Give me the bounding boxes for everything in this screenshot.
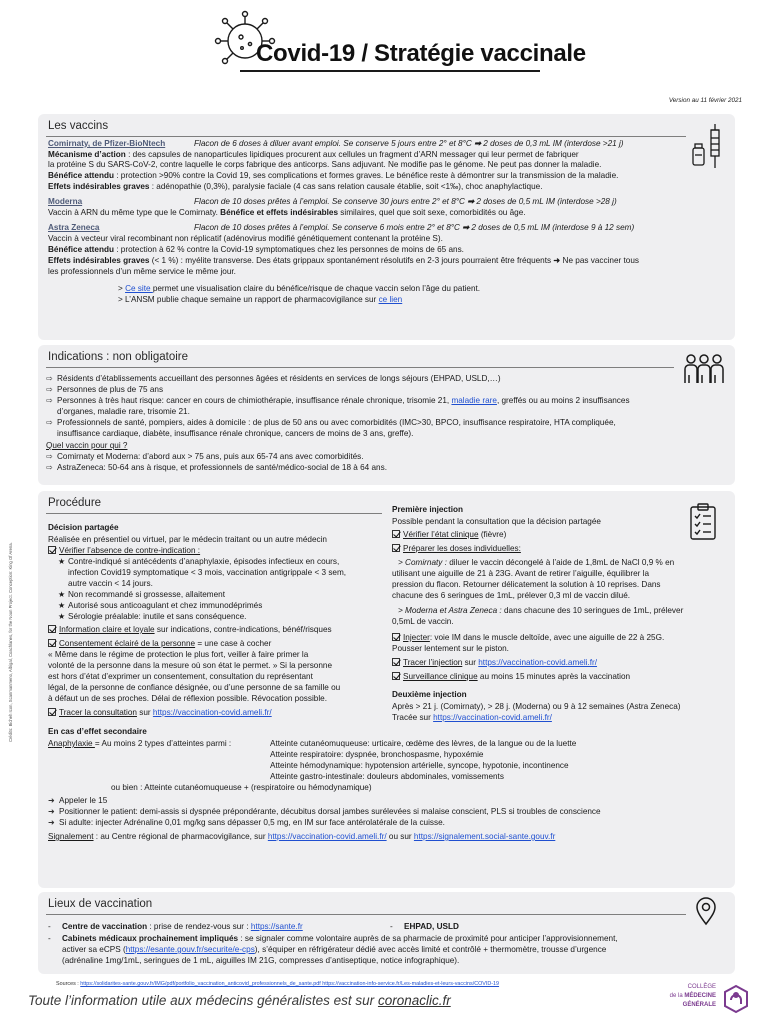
- preparer-item: Préparer les doses individuelles:: [392, 544, 521, 555]
- list-item-cont: insuffisance cardiaque, diabète, insuffisance rénale chronique, cancers de moins de 3 ans, greffe).: [57, 429, 414, 438]
- section-divider: [46, 367, 674, 368]
- arrow-right-icon: ➡: [462, 223, 470, 232]
- arrow-bullet-icon: ⇨: [46, 396, 53, 405]
- procedure-section: [38, 491, 735, 888]
- page-header: [0, 0, 768, 104]
- consent-text: est hors d’état d’exprimer un consentement, consultation du représentant: [48, 672, 313, 681]
- pfizer-mecanisme-cont: la protéine S du SARS-CoV-2, contre laquelle le corps fabrique des anticorps. Sans adjuvant. Ne modifie pas le génome. Ne peut pas donner la maladie.: [48, 160, 602, 169]
- cmg-logo: COLLÈGE de la MÉDECINE GÉNÉRALE: [640, 981, 758, 1021]
- injecter-cont: Pousser lentement sur le piston.: [392, 644, 509, 653]
- consent-text: volonté de la personne dans la mesure où son état le permet. » Si la personne: [48, 661, 333, 670]
- action-item: ➜ Positionner le patient: demi-assis si dyspnée prépondérante, décubitus dorsal jambes surélevées si malaise conscient, PLS si troubles de conscience: [48, 807, 601, 816]
- vaccine-name: Comirnaty, de Pfizer-BioNtech: [48, 139, 166, 148]
- decision-title: Décision partagée: [48, 523, 119, 532]
- star-icon: ★: [58, 590, 66, 599]
- pfizer-conservation: Flacon de 6 doses à diluer avant emploi. Se conserve 5 jours entre 2° et 8°C ➡ 2 doses de 0,3 mL IM (interdose >21 j): [194, 139, 624, 148]
- injecter-item: Injecter: voie IM dans le muscle deltoïde, avec une aiguille de 22 à 25G.: [392, 633, 664, 644]
- lieux-section: [38, 892, 735, 974]
- arrow-bullet-icon: ⇨: [46, 385, 53, 394]
- pfizer-header: [48, 139, 165, 150]
- signalement-link[interactable]: https://signalement.social-sante.gouv.fr: [413, 832, 556, 841]
- note-ansm: > L’ANSM publie chaque semaine un rapport de pharmacovigilance sur ce lien: [118, 295, 403, 304]
- pfizer-mecanisme: Mécanisme d’action : des capsules de nanoparticules lipidiques procurent aux cellules un fragment d’ARN messager qui leur permet de fabriquer: [48, 150, 579, 159]
- astra-effets: Effets indésirables graves (< 1 %) : myélite transverse. Des états grippaux spontanément résolutifs en 2-3 jours pourraient être fréquents ➜ Ne pas vacciner tous: [48, 256, 640, 265]
- list-item: ⇨ Comirnaty et Moderna: d’abord aux > 75 ans, puis aux 65-74 ans avec comorbidités.: [46, 452, 364, 461]
- arrow-right-icon: ➡: [474, 139, 481, 148]
- location-pin-icon: [694, 896, 718, 926]
- action-item: ➜ Si adulte: injecter Adrénaline 0,01 mg/kg sans dépasser 0,5 mg, en IM sur face antérolatérale de la cuisse.: [48, 818, 445, 827]
- tracer-inj-item: Tracer l’injection sur https://vaccination-covid.ameli.fr/: [392, 658, 597, 669]
- comirnaty-prep-cont: chacune des 6 seringues de 1mL, prélever 0,3 ml de vaccin dilué.: [392, 591, 631, 600]
- version-date: Version au 11 février 2021: [668, 97, 742, 104]
- cabinets-item: - Cabinets médicaux prochainement impliqués : se signaler comme volontaire auprès de sa pharmacie de proximité pour anticiper l’approvisionnement,: [48, 934, 618, 943]
- moderna-prep-cont: 0,5mL de vaccin.: [392, 617, 454, 626]
- consent-text: « Même dans le régime de protection le plus fort, veiller à faire primer la: [48, 650, 309, 659]
- arrow-right-icon: ➜: [48, 818, 55, 827]
- consent-text: légal, de la personne de confiance désignée, ou d’une personne de sa famille ou: [48, 683, 341, 692]
- arrow-right-icon: ➜: [48, 807, 55, 816]
- decision-text: Réalisée en présentiel ou virtuel, par le médecin traitant ou un autre médecin: [48, 535, 327, 544]
- list-item-cont: d’organes, maladie rare, trisomie 21.: [57, 407, 190, 416]
- anaphylaxie-label: Anaphylaxie = Au moins 2 types d’atteintes parmi :: [48, 739, 232, 748]
- atteinte-item: Atteinte cutanéomuqueuse: urticaire, œdème des lèvres, de la langue ou de la luette: [270, 739, 577, 748]
- moderna-header: [48, 197, 82, 208]
- comirnaty-prep: > Comirnaty : diluer le vaccin décongelé à l’aide de 1,8mL de NaCl 0,9 % en: [398, 558, 675, 567]
- astra-conservation: Flacon de 10 doses prêtes à l’emploi. Se conserve 6 mois entre 2° et 8°C ➡ 2 doses de 0,5 mL IM (interdose 9 à 12 sem): [194, 223, 635, 232]
- ce-lien-link[interactable]: ce lien: [378, 295, 403, 304]
- list-item: ⇨ AstraZeneca: 50-64 ans à risque, et professionnels de santé/médico-social de 18 à 64 ans.: [46, 463, 387, 472]
- checkbox-icon: [392, 544, 400, 552]
- credits: Crédits: Bicheh Icon, Scanmanmeno, Albigal, Coachlanes, for the Noun Project. Conception: King Of Arena.: [8, 542, 13, 742]
- checkbox-icon: [48, 708, 56, 716]
- quel-vaccin-heading: Quel vaccin pour qui ?: [46, 441, 128, 450]
- cabinets-cont: (adrénaline 1mg/1mL, seringues de 1 mL, aiguilles IM 21G, compresses d’antiseptique, notice infographique).: [62, 956, 460, 965]
- indications-section: [38, 345, 735, 485]
- arrow-right-icon: ➜: [553, 256, 561, 265]
- action-item: ➜ Appeler le 15: [48, 796, 108, 805]
- footer-text: Toute l’information utile aux médecins généralistes est sur coronaclic.fr: [28, 993, 451, 1008]
- syringe-vial-icon: [691, 122, 727, 170]
- ecps-link[interactable]: https://esante.gouv.fr/securite/e-cps: [125, 945, 255, 954]
- atteinte-item: Atteinte gastro-intestinale: douleurs abdominales, vomissements: [270, 772, 504, 781]
- section-title: Lieux de vaccination: [48, 898, 153, 910]
- consentement-item: Consentement éclairé de la personne = une case à cocher: [48, 639, 271, 650]
- premiere-text: Possible pendant la consultation que la décision partagée: [392, 517, 601, 526]
- premiere-title: Première injection: [392, 505, 463, 514]
- deuxieme-text: Après > 21 j. (Comirnaty), > 28 j. (Moderna) ou 9 à 12 semaines (Astra Zeneca): [392, 702, 681, 711]
- section-title: Les vaccins: [48, 120, 109, 132]
- checkbox-icon: [48, 625, 56, 633]
- comirnaty-prep-cont: utilisant une aiguille de 21 à 23G. Avant de retirer l’aiguille, équilibrer la: [392, 569, 650, 578]
- moderna-text: Vaccin à ARN du même type que le Comirnaty. Bénéfice et effets indésirables similaires, quel que soit sexe, comorbidités ou âge.: [48, 208, 526, 217]
- consent-text: à défaut un de ses proches. Délai de réflexion possible. Révocation possible.: [48, 694, 327, 703]
- astra-effets-cont: les professionnels d’un même service le même jour.: [48, 267, 236, 276]
- page-title: Covid-19 / Stratégie vaccinale: [256, 40, 586, 67]
- list-item: ⇨ Personnes à très haut risque: cancer en cours de chimiothérapie, insuffisance rénale chronique, trisomie 21, maladie rare, greffés ou au moins 2 insuffisances: [46, 396, 630, 405]
- checkbox-icon: [392, 530, 400, 538]
- pfizer-benefice: Bénéfice attendu : protection >90% contre la Covid 19, ses complications et formes graves. Le bénéfice reste à démontrer sur la transmission de la maladie.: [48, 171, 619, 180]
- ehpad-item: - EHPAD, USLD: [390, 922, 459, 931]
- star-icon: ★: [58, 612, 66, 621]
- ci-item: ★ Sérologie préalable: inutile et sans conséquence.: [58, 612, 247, 621]
- coronaclic-link[interactable]: coronaclic.fr: [377, 993, 451, 1008]
- verifier-etat-item: Vérifier l’état clinique (fièvre): [392, 530, 506, 541]
- ameli-link[interactable]: https://vaccination-covid.ameli.fr/: [478, 658, 598, 667]
- deuxieme-trace: Tracée sur https://vaccination-covid.ameli.fr/: [392, 713, 552, 722]
- note-site: > Ce site permet une visualisation claire du bénéfice/risque de chaque vaccin selon l’âge du patient.: [118, 284, 481, 293]
- atteinte-item: Atteinte respiratoire: dyspnée, bronchospasme, hypoxémie: [270, 750, 484, 759]
- arrow-right-icon: ➡: [467, 197, 475, 206]
- vaccine-name: Moderna: [48, 197, 83, 206]
- section-title: Procédure: [48, 497, 102, 509]
- sante-fr-link[interactable]: https://sante.fr: [250, 922, 303, 931]
- deuxieme-title: Deuxième injection: [392, 690, 467, 699]
- checkbox-icon: [392, 658, 400, 666]
- arrow-bullet-icon: ⇨: [46, 374, 53, 383]
- sources: Sources : https://solidarites-sante.gouv.fr/IMG/pdf/portfolio_vaccination_anticovid_professionnels_de_sante.pdf https://vaccination-info-service.fr/Les-maladies-et-leurs-vaccins/COVID-19: [56, 981, 500, 987]
- atteinte-item: Atteinte hémodynamique: hypotension artérielle, syncope, hypotonie, incontinence: [270, 761, 569, 770]
- maladie-rare-link[interactable]: maladie rare: [451, 396, 497, 405]
- ameli-link[interactable]: https://vaccination-covid.ameli.fr/: [433, 713, 552, 722]
- ou-bien: ou bien : Atteinte cutanéomuqueuse + (respiratoire ou hémodynamique): [111, 783, 372, 792]
- section-divider: [46, 136, 686, 137]
- astra-text: Vaccin à vecteur viral recombinant non réplicatif (adénovirus modifié génétiquement contenant la protéine S).: [48, 234, 443, 243]
- section-divider: [46, 914, 686, 915]
- surveillance-item: Surveillance clinique au moins 15 minutes après la vaccination: [392, 672, 630, 683]
- tracer-item: Tracer la consultation sur https://vaccination-covid.ameli.fr/: [48, 708, 272, 719]
- arrow-bullet-icon: ⇨: [46, 463, 53, 472]
- effet-title: En cas d’effet secondaire: [48, 727, 147, 736]
- moderna-conservation: Flacon de 10 doses prêtes à l’emploi. Se conserve 30 jours entre 2° et 8°C ➡ 2 doses de 0,5 mL IM (interdose >28 j): [194, 197, 617, 206]
- comirnaty-prep-cont: pression du flacon. Retourner délicatement la solution à 10 reprises. Dans: [392, 580, 661, 589]
- list-item: ⇨ Résidents d’établissements accueillant des personnes âgées et résidents en services de longs séjours (EHPAD, USLD,…): [46, 374, 501, 383]
- star-icon: ★: [58, 557, 66, 566]
- ci-item: ★ Contre-indiqué si antécédents d’anaphylaxie, épisodes infectieux en cours,: [58, 557, 340, 566]
- section-divider: [46, 513, 382, 514]
- clipboard-checklist-icon: [689, 503, 717, 541]
- information-item: Information claire et loyale sur indications, contre-indications, bénéf/risques: [48, 625, 332, 636]
- moderna-prep: > Moderna et Astra Zeneca : dans chacune des 10 seringues de 1mL, prélever: [398, 606, 684, 615]
- vaccine-name: Astra Zeneca: [48, 223, 100, 232]
- checkbox-icon: [48, 546, 56, 554]
- astra-benefice: Bénéfice attendu : protection à 62 % contre la Covid-19 symptomatiques chez les personnes de moins de 65 ans.: [48, 245, 464, 254]
- ameli-link[interactable]: https://vaccination-covid.ameli.fr/: [152, 708, 272, 717]
- arrow-bullet-icon: ⇨: [46, 418, 53, 427]
- astra-header: [48, 223, 99, 234]
- cmg-hexagon-icon: [722, 984, 750, 1014]
- checkbox-icon: [392, 633, 400, 641]
- star-icon: ★: [58, 601, 66, 610]
- ci-item: ★ Autorisé sous anticoagulant et chez immunodéprimés: [58, 601, 263, 610]
- list-item: ⇨ Personnes de plus de 75 ans: [46, 385, 164, 394]
- verifier-ci: Vérifier l’absence de contre-indication :: [48, 546, 200, 557]
- cabinets-cont: activer sa eCPS (https://esante.gouv.fr/securite/e-cps), s’équiper en réfrigérateur dédié avec accès limité et contrôlé + thermomètre, trousse d’urgence: [62, 945, 607, 954]
- arrow-bullet-icon: ⇨: [46, 452, 53, 461]
- title-underline: [240, 70, 540, 72]
- arrow-right-icon: ➜: [48, 796, 55, 805]
- centre-item: - Centre de vaccination : prise de rendez-vous sur : https://sante.fr: [48, 922, 303, 931]
- checkbox-icon: [48, 639, 56, 647]
- ameli-link[interactable]: https://vaccination-covid.ameli.fr/: [267, 832, 387, 841]
- ci-item-cont: autre vaccin < 14 jours.: [68, 579, 153, 588]
- sources-links[interactable]: https://solidarites-sante.gouv.fr/IMG/pdf/portfolio_vaccination_anticovid_professionnels_de_sante.pdf https://vaccination-info-service.fr/Les-maladies-et-leurs-vaccins/COVID-19: [80, 981, 500, 987]
- ci-item-cont: infection Covid19 symptomatique < 3 mois, vaccination antigrippale < 3 sem,: [68, 568, 347, 577]
- checkbox-icon: [392, 672, 400, 680]
- pfizer-effets: Effets indésirables graves : adénopathie (0,3%), paralysie faciale (4 cas sans relation causale établie, soit <1‰), choc anaphylactique.: [48, 182, 543, 191]
- ci-item: ★ Non recommandé si grossesse, allaitement: [58, 590, 225, 599]
- signalement: Signalement : au Centre régional de pharmacovigilance, sur https://vaccination-covid.ameli.fr/ ou sur https://signalement.social-sante.gouv.fr: [48, 832, 556, 841]
- ce-site-link[interactable]: Ce site: [125, 284, 153, 293]
- section-title: Indications : non obligatoire: [48, 351, 189, 363]
- people-group-icon: [683, 353, 725, 387]
- list-item: ⇨ Professionnels de santé, pompiers, aides à domicile : de plus de 50 ans ou avec comorbidités (IMC>30, BPCO, insuffisance respiratoire, HTA compliquée,: [46, 418, 616, 427]
- vaccines-section: [38, 114, 735, 340]
